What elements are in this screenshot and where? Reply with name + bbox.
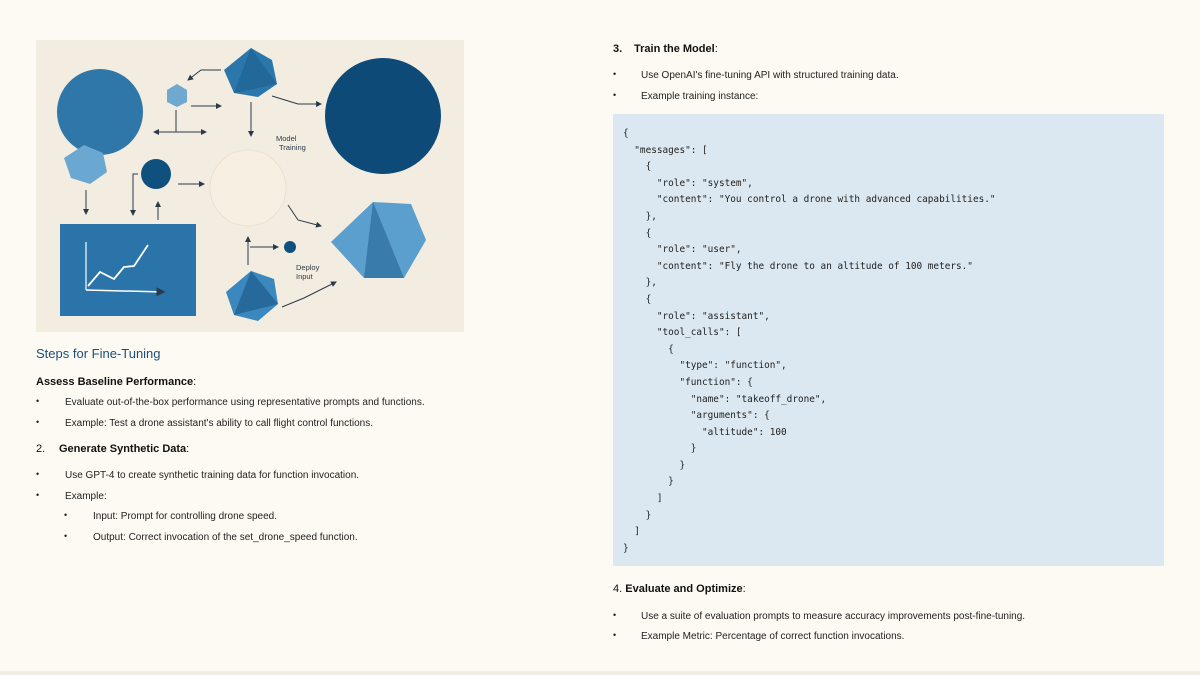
bottom-border bbox=[0, 671, 1200, 675]
step2-bullet-1: Use GPT-4 to create synthetic training data for function invocation. bbox=[65, 470, 360, 481]
step3-bullet-2: Example training instance: bbox=[641, 91, 759, 102]
bullet-dot: • bbox=[36, 396, 40, 406]
step4-title: Evaluate and Optimize bbox=[625, 583, 743, 595]
step1-heading bbox=[36, 376, 196, 388]
step2-colon: : bbox=[186, 443, 190, 455]
section-title: Steps for Fine-Tuning bbox=[36, 346, 161, 361]
bullet-dot: • bbox=[613, 90, 617, 100]
step1-colon: : bbox=[193, 376, 197, 388]
step2-sub-bullet-1: Input: Prompt for controlling drone speed. bbox=[93, 511, 277, 522]
step4-colon: : bbox=[742, 583, 746, 595]
step4-bullet-2: Example Metric: Percentage of correct function invocations. bbox=[641, 631, 905, 642]
bullet-dot: • bbox=[64, 531, 68, 541]
bullet-dot: • bbox=[613, 630, 617, 640]
bullet-dot: • bbox=[613, 610, 617, 620]
step3-title: Train the Model bbox=[634, 43, 715, 55]
step4-bullet-1: Use a suite of evaluation prompts to measure accuracy improvements post-fine-tuning. bbox=[641, 611, 1026, 622]
step3-heading bbox=[613, 43, 718, 55]
step2-sub-bullet-2: Output: Correct invocation of the set_drone_speed function. bbox=[93, 532, 358, 543]
step3-colon: : bbox=[714, 43, 718, 55]
training-instance-code: { "messages": [ { "role": "system", "content": "You control a drone with advanced capabilities." }, { "role": "user", "content": "Fly the drone to an altitude of 100 meters." }, { "role": "assistant", "tool_calls": [ { "type": "function", "function": { "name": "takeoff_drone", "arguments": { "altitude": 100 } } } ] } ] } bbox=[613, 114, 1164, 566]
step1-title: Assess Baseline Performance bbox=[36, 376, 194, 388]
bullet-dot: • bbox=[613, 69, 617, 79]
bullet-dot: • bbox=[64, 510, 68, 520]
illus-label-input: Input bbox=[296, 272, 313, 281]
bullet-dot: • bbox=[36, 469, 40, 479]
step2-title: Generate Synthetic Data bbox=[59, 443, 187, 455]
bullet-dot: • bbox=[36, 490, 40, 500]
step1-bullet-2: Example: Test a drone assistant's ability to call flight control functions. bbox=[65, 418, 373, 429]
step2-bullet-2: Example: bbox=[65, 491, 107, 502]
bullet-dot: • bbox=[36, 417, 40, 427]
illus-label-training: Training bbox=[279, 143, 306, 152]
illustration-graphic bbox=[36, 40, 464, 332]
step2-heading bbox=[36, 443, 189, 455]
step4-number: 4. bbox=[613, 583, 623, 595]
step4-heading bbox=[613, 583, 746, 595]
step3-bullet-1: Use OpenAI's fine-tuning API with structured training data. bbox=[641, 70, 899, 81]
illus-label-deploy: Deploy bbox=[296, 263, 320, 272]
step2-number: 2. bbox=[36, 443, 46, 455]
step1-bullet-1: Evaluate out-of-the-box performance using representative prompts and functions. bbox=[65, 397, 425, 408]
step3-number: 3. bbox=[613, 43, 623, 55]
illus-label-model: Model bbox=[276, 134, 297, 143]
fine-tuning-illustration bbox=[36, 40, 464, 332]
